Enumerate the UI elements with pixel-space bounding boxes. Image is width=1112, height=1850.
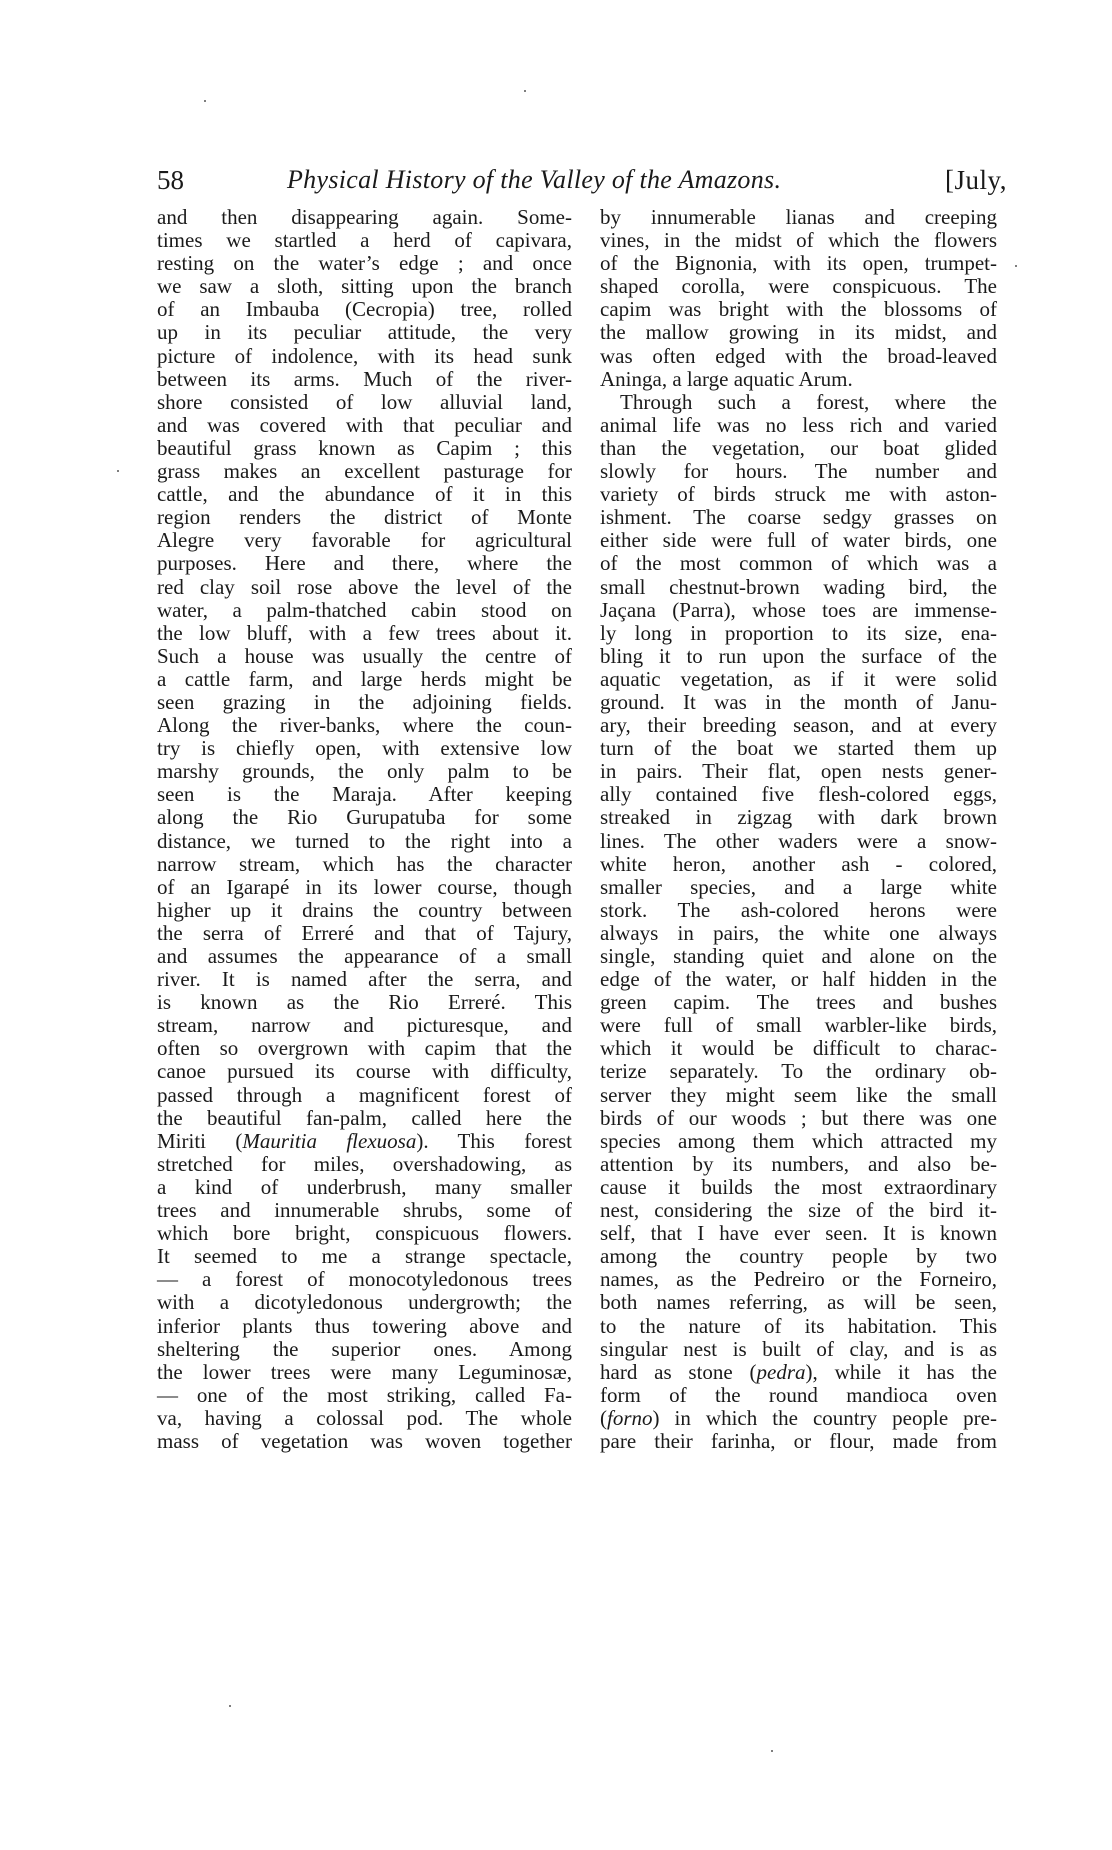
text-line: passed through a magnificent forest of (157, 1082, 572, 1107)
text-run: ) in which the country people pre- (652, 1405, 997, 1430)
text-line: ly long in proportion to its size, ena- (600, 620, 997, 645)
text-line: ally contained five flesh-colored eggs, (600, 782, 997, 807)
text-line: among the country people by two (600, 1244, 997, 1269)
text-line: were full of small warbler-like birds, (600, 1013, 997, 1038)
text-line: seen is the Maraja. After keeping (157, 782, 572, 807)
text-line: a kind of underbrush, many smaller (157, 1174, 572, 1199)
text-line: distance, we turned to the right into a (157, 828, 572, 853)
scan-speck (229, 1705, 231, 1707)
text-run: hard as stone ( (600, 1359, 757, 1384)
text-line: higher up it drains the country between (157, 897, 572, 922)
text-line: often so overgrown with capim that the (157, 1036, 572, 1061)
text-line: beautiful grass known as Capim ; this (157, 435, 572, 460)
text-line: attention by its numbers, and also be- (600, 1151, 997, 1176)
text-line: cause it builds the most extraordinary (600, 1174, 997, 1199)
text-column-left (157, 206, 572, 1453)
scan-speck (771, 1750, 773, 1752)
text-line: — a forest of monocotyledonous trees (157, 1267, 572, 1292)
issue-date: [July, (945, 165, 1007, 195)
text-line: birds of our woods ; but there was one (600, 1105, 997, 1130)
text-line: shaped corolla, were conspicuous. The (600, 274, 997, 299)
text-line: picture of indolence, with its head sunk (157, 343, 572, 368)
text-line: seen grazing in the adjoining fields. (157, 689, 572, 714)
text-line: slowly for hours. The number and (600, 459, 997, 484)
text-line: mass of vegetation was woven together (157, 1428, 572, 1453)
italic-term: Mauritia flexuosa (242, 1128, 417, 1153)
text-line: trees and innumerable shrubs, some of (157, 1198, 572, 1223)
text-line: which bore bright, conspicuous flowers. (157, 1221, 572, 1246)
text-line: with a dicotyledonous undergrowth; the (157, 1290, 572, 1315)
text-line: a cattle farm, and large herds might be (157, 666, 572, 691)
running-title: Physical History of the Valley of the Amazons. (287, 165, 782, 194)
text-line: turn of the boat we started them up (600, 736, 997, 761)
text-line: than the vegetation, our boat glided (600, 435, 997, 460)
text-line: ground. It was in the month of Janu- (600, 689, 997, 714)
text-line (600, 1361, 997, 1384)
text-line: red clay soil rose above the level of the (157, 574, 572, 599)
text-line: smaller species, and a large white (600, 874, 997, 899)
text-line: single, standing quiet and alone on the (600, 944, 997, 968)
text-line: try is chiefly open, with extensive low (157, 736, 572, 761)
text-line: the low bluff, with a few trees about it. (157, 620, 572, 645)
text-line: cattle, and the abundance of it in this (157, 482, 572, 507)
text-line: which it would be difficult to charac- (600, 1036, 997, 1061)
italic-term: pedra (756, 1359, 806, 1384)
text-line: white heron, another ash - colored, (600, 851, 997, 876)
text-line: edge of the water, or half hidden in the (600, 967, 997, 992)
text-line: vines, in the midst of which the flowers (600, 228, 997, 253)
text-line: terize separately. To the ordinary ob- (600, 1059, 997, 1084)
text-line: variety of birds struck me with aston- (600, 482, 997, 507)
text-line: to the nature of its habitation. This (600, 1313, 997, 1338)
text-line: ishment. The coarse sedgy grasses on (600, 505, 997, 530)
text-column-right (600, 206, 997, 1453)
text-line: in pairs. Their flat, open nests gener- (600, 759, 997, 784)
text-line: both names referring, as will be seen, (600, 1290, 997, 1315)
scan-speck (117, 470, 119, 472)
text-line: the lower trees were many Leguminosæ, (157, 1359, 572, 1384)
text-line: Alegre very favorable for agricultural (157, 528, 572, 553)
text-line: the beautiful fan-palm, called here the (157, 1105, 572, 1130)
text-line: bling it to run upon the surface of the (600, 643, 997, 668)
text-line: and then disappearing again. Some- (157, 205, 572, 229)
text-run: ), while it has the (805, 1359, 997, 1384)
text-line: water, a palm-thatched cabin stood on (157, 597, 572, 622)
text-line: by innumerable lianas and creeping (600, 205, 997, 229)
text-line: of the most common of which was a (600, 551, 997, 576)
page-number: 58 (157, 165, 184, 195)
text-line: — one of the most striking, called Fa- (157, 1382, 572, 1407)
text-line: nest, considering the size of the bird it- (600, 1198, 997, 1223)
text-line: stretched for miles, overshadowing, as (157, 1151, 572, 1176)
text-line: ary, their breeding season, and at every (600, 713, 997, 738)
text-line: stork. The ash-colored herons were (600, 897, 997, 922)
text-line: region renders the district of Monte (157, 505, 572, 530)
text-line: Along the river-banks, where the coun- (157, 713, 572, 738)
text-run: ). This forest (416, 1128, 573, 1153)
text-line: along the Rio Gurupatuba for some (157, 805, 572, 830)
text-line: the serra of Erreré and that of Tajury, (157, 920, 572, 945)
text-line: and was covered with that peculiar and (157, 412, 572, 437)
text-line: animal life was no less rich and varied (600, 412, 997, 437)
text-line: lines. The other waders were a snow- (600, 828, 997, 853)
text-line: names, as the Pedreiro or the Forneiro, (600, 1267, 997, 1292)
text-line: Through such a forest, where the (620, 389, 997, 414)
text-line: small chestnut-brown wading bird, the (600, 574, 997, 599)
text-line: of an Igarapé in its lower course, though (157, 874, 572, 899)
text-line: streaked in zigzag with dark brown (600, 805, 997, 830)
text-line: is known as the Rio Erreré. This (157, 990, 572, 1015)
text-line: server they might seem like the small (600, 1082, 997, 1107)
text-line: of the Bignonia, with its open, trumpet- (600, 251, 997, 276)
text-line: the mallow growing in its midst, and (600, 320, 997, 345)
scan-speck (204, 100, 206, 102)
text-line: green capim. The trees and bushes (600, 990, 997, 1015)
text-line: river. It is named after the serra, and (157, 967, 572, 992)
italic-term: forno (607, 1405, 653, 1430)
text-line: purposes. Here and there, where the (157, 551, 572, 576)
text-run: ( (600, 1405, 607, 1430)
text-line: Aninga, a large aquatic Arum. (600, 366, 853, 391)
text-line: sheltering the superior ones. Among (157, 1336, 572, 1361)
text-line: was often edged with the broad-leaved (600, 343, 997, 368)
text-line: Such a house was usually the centre of (157, 643, 572, 668)
text-line: aquatic vegetation, as if it were solid (600, 666, 997, 691)
text-line: up in its peculiar attitude, the very (157, 320, 572, 345)
text-run: Miriti ( (157, 1128, 243, 1153)
text-line (600, 1407, 997, 1430)
text-line: form of the round mandioca oven (600, 1382, 997, 1407)
text-line: stream, narrow and picturesque, and (157, 1013, 572, 1038)
text-line: marshy grounds, the only palm to be (157, 759, 572, 784)
text-line: always in pairs, the white one always (600, 920, 997, 945)
text-line: singular nest is built of clay, and is as (600, 1336, 997, 1361)
text-line: times we startled a herd of capivara, (157, 228, 572, 253)
running-head (157, 160, 1007, 200)
text-line: of an Imbauba (Cecropia) tree, rolled (157, 297, 572, 322)
text-line: inferior plants thus towering above and (157, 1313, 572, 1338)
text-line: canoe pursued its course with difficulty, (157, 1059, 572, 1084)
text-line: narrow stream, which has the character (157, 851, 572, 876)
text-line: grass makes an excellent pasturage for (157, 459, 572, 484)
text-line: capim was bright with the blossoms of (600, 297, 997, 322)
scan-speck (1015, 265, 1017, 267)
text-line: species among them which attracted my (600, 1128, 997, 1153)
text-line (157, 1130, 572, 1153)
scan-speck (524, 90, 526, 92)
text-line: pare their farinha, or flour, made from (600, 1428, 997, 1453)
text-line: Jaçana (Parra), whose toes are immense- (600, 597, 997, 622)
text-line: we saw a sloth, sitting upon the branch (157, 274, 572, 299)
text-line: self, that I have ever seen. It is known (600, 1221, 997, 1246)
text-line: and assumes the appearance of a small (157, 944, 572, 968)
text-line: va, having a colossal pod. The whole (157, 1405, 572, 1430)
text-line: either side were full of water birds, one (600, 528, 997, 553)
text-line: shore consisted of low alluvial land, (157, 389, 572, 414)
text-line: between its arms. Much of the river- (157, 366, 572, 391)
text-line: resting on the water’s edge ; and once (157, 251, 572, 276)
text-line: It seemed to me a strange spectacle, (157, 1244, 572, 1269)
